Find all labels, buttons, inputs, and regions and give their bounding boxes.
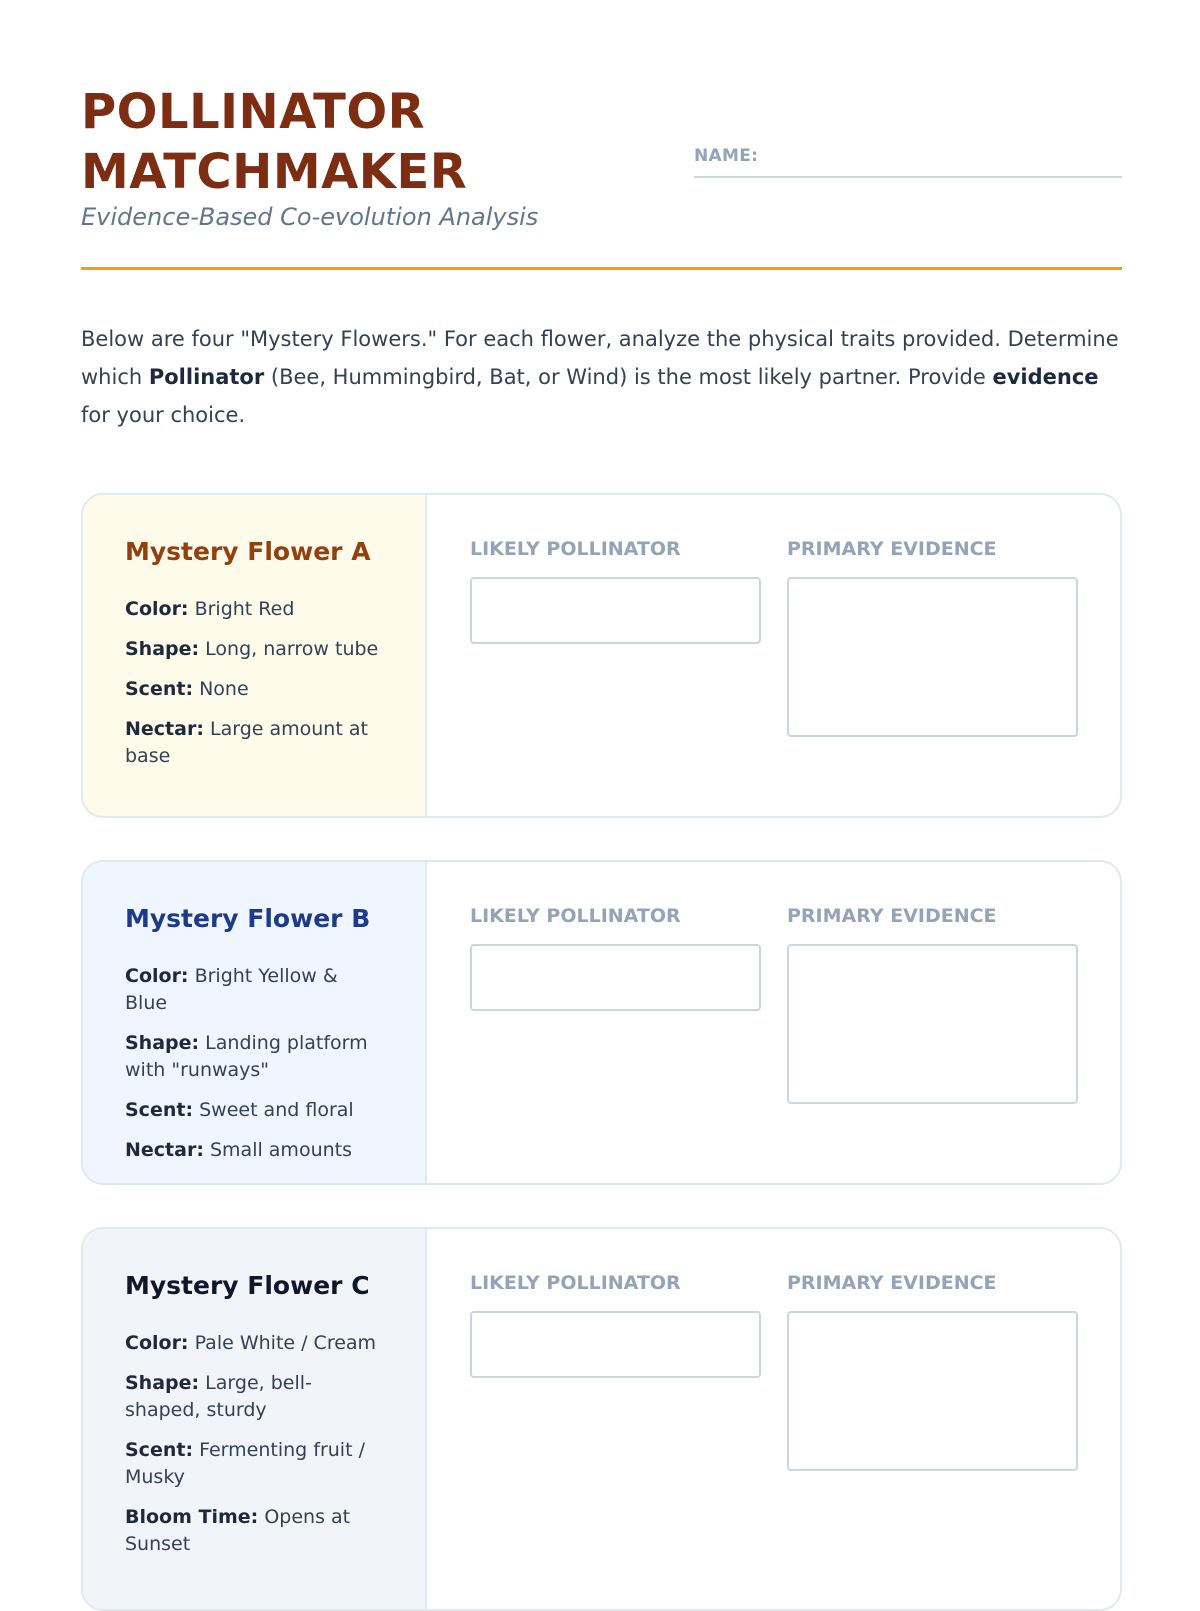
trait-value: Small amounts xyxy=(209,1139,353,1161)
header-divider xyxy=(81,267,1122,270)
trait-scent xyxy=(125,676,385,703)
trait-value: Fermenting fruit / Musky xyxy=(125,1439,365,1488)
flower-card-c xyxy=(81,1227,1122,1611)
trait-shape xyxy=(125,1030,385,1084)
primary-evidence-label: PRIMARY EVIDENCE xyxy=(787,1272,997,1294)
trait-label: Scent: xyxy=(125,678,194,700)
flower-a-pollinator-input[interactable] xyxy=(470,577,761,644)
trait-label: Nectar: xyxy=(125,718,204,740)
trait-scent xyxy=(125,1097,385,1124)
trait-color xyxy=(125,596,385,623)
flower-b-traits-panel xyxy=(83,862,427,1183)
instructions-text-1: Below are four "Mystery Flowers." For each flower, analyze the physical traits provided. Determine which xyxy=(81,327,1119,389)
likely-pollinator-label: LIKELY POLLINATOR xyxy=(470,905,681,927)
trait-value: Large amount at base xyxy=(125,718,368,767)
trait-shape xyxy=(125,636,385,663)
likely-pollinator-label: LIKELY POLLINATOR xyxy=(470,1272,681,1294)
trait-value: Sweet and floral xyxy=(199,1099,354,1121)
instructions-text-3: for your choice. xyxy=(81,403,246,427)
likely-pollinator-label: LIKELY POLLINATOR xyxy=(470,538,681,560)
trait-label: Bloom Time: xyxy=(125,1506,259,1528)
trait-label: Nectar: xyxy=(125,1139,204,1161)
name-label: NAME: xyxy=(694,146,759,166)
name-field[interactable] xyxy=(694,146,1122,178)
instructions-bold-pollinator: Pollinator xyxy=(148,365,265,389)
trait-value: Bright Red xyxy=(194,598,295,620)
trait-value: None xyxy=(199,678,249,700)
trait-nectar xyxy=(125,716,385,770)
trait-color xyxy=(125,1330,385,1357)
trait-nectar xyxy=(125,1137,385,1164)
trait-value: Long, narrow tube xyxy=(205,638,379,660)
trait-label: Shape: xyxy=(125,1372,200,1394)
trait-bloom-time xyxy=(125,1504,385,1558)
trait-label: Color: xyxy=(125,598,189,620)
flower-card-a xyxy=(81,493,1122,818)
trait-value: Pale White / Cream xyxy=(194,1332,377,1354)
trait-shape xyxy=(125,1370,385,1424)
title-line-1: POLLINATOR xyxy=(81,84,426,140)
instructions-bold-evidence: evidence xyxy=(992,365,1099,389)
trait-label: Color: xyxy=(125,1332,189,1354)
trait-label: Shape: xyxy=(125,638,200,660)
title-line-2: MATCHMAKER xyxy=(81,144,468,200)
page-subtitle: Evidence-Based Co-evolution Analysis xyxy=(81,203,539,231)
trait-value: Landing platform with "runways" xyxy=(125,1032,368,1081)
primary-evidence-label: PRIMARY EVIDENCE xyxy=(787,905,997,927)
flower-b-title: Mystery Flower B xyxy=(125,904,371,933)
flower-card-b xyxy=(81,860,1122,1185)
flower-c-pollinator-input[interactable] xyxy=(470,1311,761,1378)
trait-value: Large, bell-shaped, sturdy xyxy=(125,1372,312,1421)
flower-c-title: Mystery Flower C xyxy=(125,1271,370,1300)
instructions-text-2: (Bee, Hummingbird, Bat, or Wind) is the most likely partner. Provide xyxy=(264,365,993,389)
trait-color xyxy=(125,963,385,1017)
trait-scent xyxy=(125,1437,385,1491)
trait-value: Opens at Sunset xyxy=(125,1506,351,1555)
flower-b-evidence-input[interactable] xyxy=(787,944,1078,1104)
trait-label: Scent: xyxy=(125,1099,194,1121)
flower-c-evidence-input[interactable] xyxy=(787,1311,1078,1471)
instructions xyxy=(81,320,1126,434)
flower-c-traits-panel xyxy=(83,1229,427,1609)
trait-value: Bright Yellow & Blue xyxy=(125,965,338,1014)
page-title xyxy=(81,82,467,202)
flower-a-traits-panel xyxy=(83,495,427,816)
trait-label: Color: xyxy=(125,965,189,987)
trait-label: Shape: xyxy=(125,1032,200,1054)
flower-a-title: Mystery Flower A xyxy=(125,537,371,566)
trait-label: Scent: xyxy=(125,1439,194,1461)
flower-b-pollinator-input[interactable] xyxy=(470,944,761,1011)
primary-evidence-label: PRIMARY EVIDENCE xyxy=(787,538,997,560)
flower-a-evidence-input[interactable] xyxy=(787,577,1078,737)
